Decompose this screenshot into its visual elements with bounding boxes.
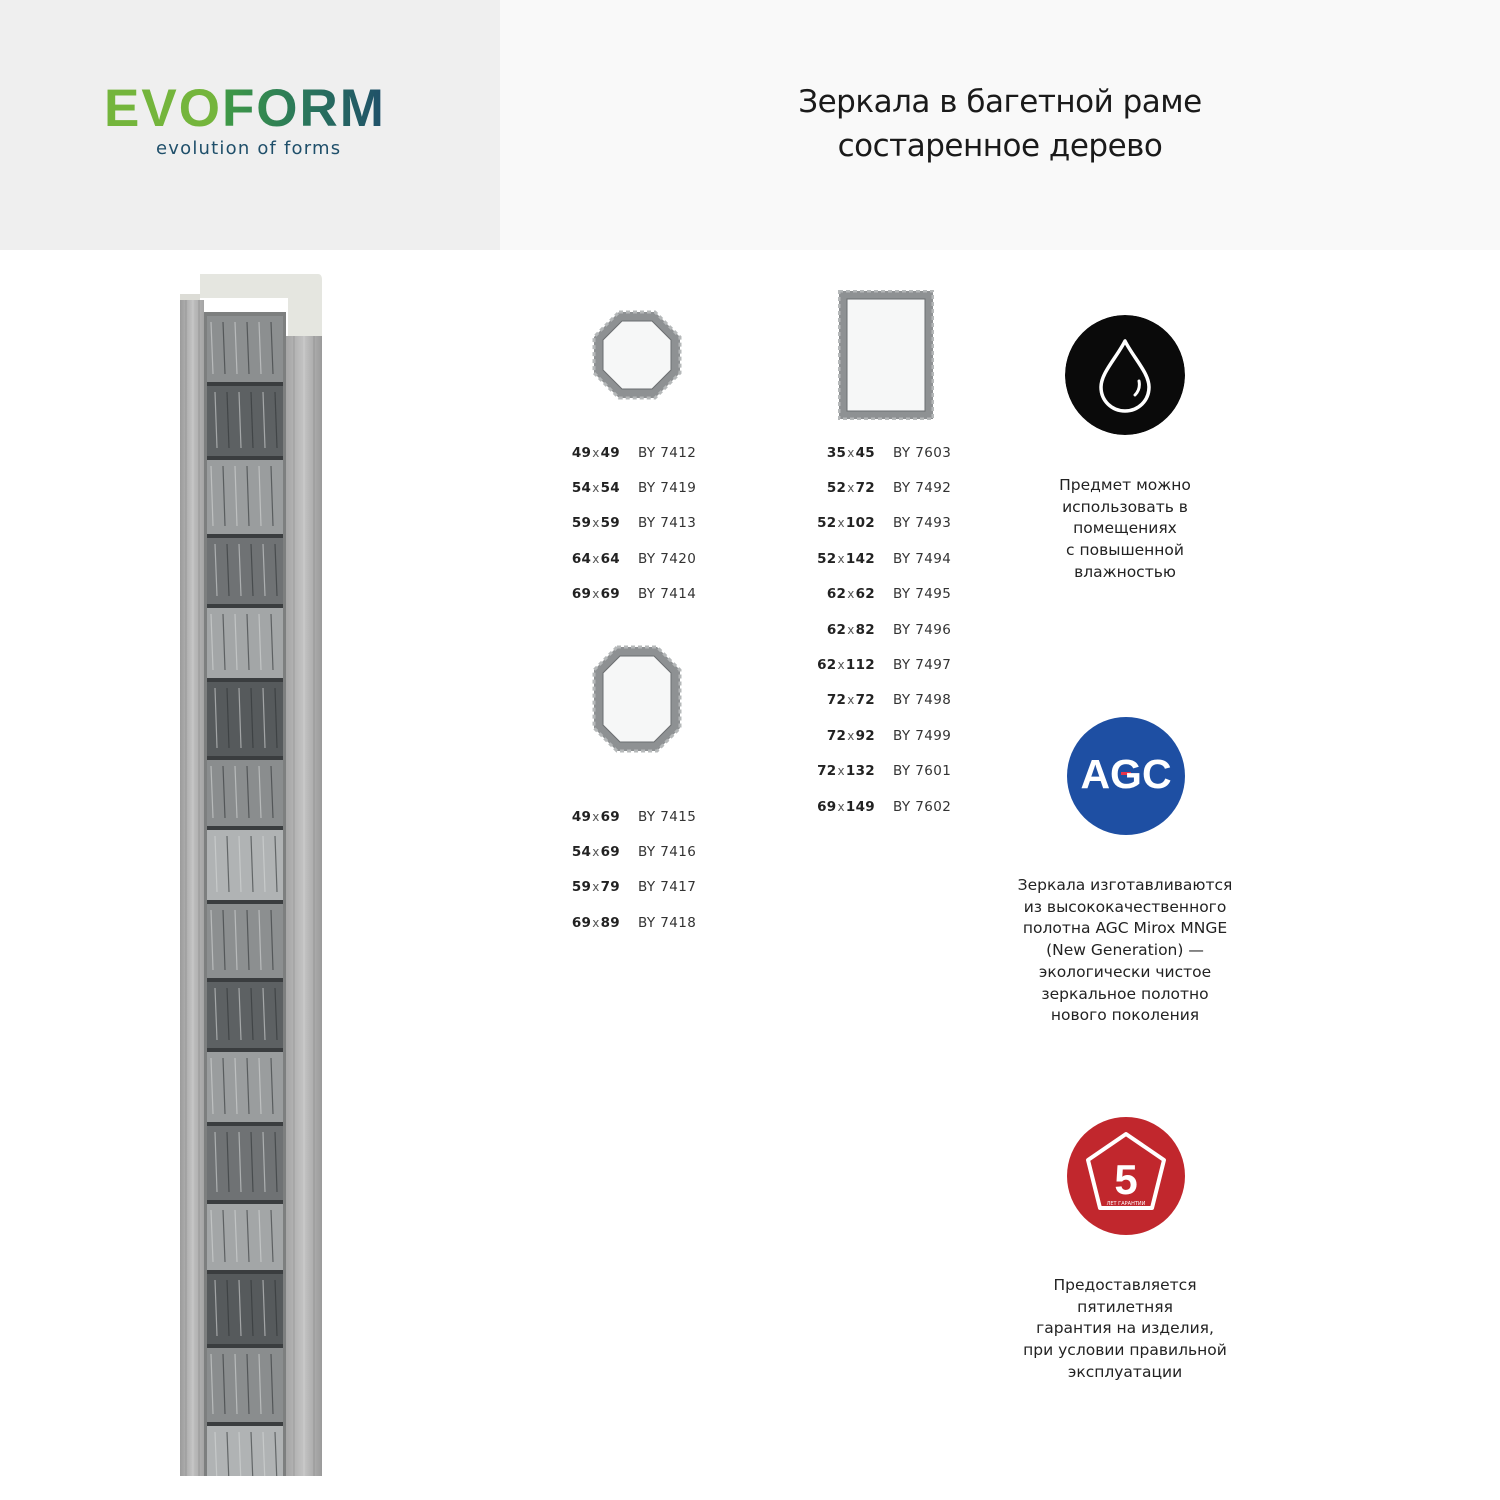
- block-separator: [207, 1344, 283, 1348]
- size-height: 142: [845, 550, 875, 567]
- size-dimensions: [811, 763, 875, 779]
- block-separator: [207, 456, 283, 460]
- size-separator: x: [847, 622, 855, 637]
- size-row: [811, 470, 951, 505]
- size-width: 69: [571, 914, 592, 931]
- size-separator: x: [837, 799, 845, 814]
- size-row: [811, 718, 951, 753]
- size-separator: x: [847, 693, 855, 708]
- agc-feature-text: [995, 875, 1255, 1027]
- product-code: BY 7492: [893, 480, 952, 497]
- warranty-feature-text: [995, 1275, 1255, 1384]
- product-code: BY 7493: [893, 515, 952, 532]
- block-separator: [207, 978, 283, 982]
- size-separator: x: [837, 764, 845, 779]
- product-code: BY 7497: [893, 657, 952, 674]
- size-row: [811, 754, 951, 789]
- product-code: BY 7416: [638, 844, 697, 861]
- product-code: BY 7415: [638, 808, 697, 825]
- block-separator: [207, 1048, 283, 1052]
- size-row: [556, 870, 696, 905]
- size-width: 72: [817, 763, 837, 780]
- size-width: 49: [571, 808, 592, 825]
- size-separator: x: [837, 516, 845, 531]
- size-width: 72: [826, 727, 847, 744]
- size-height: 112: [845, 657, 875, 674]
- size-height: 49: [600, 444, 620, 461]
- frame-block: [207, 830, 283, 900]
- size-height: 72: [855, 692, 875, 709]
- size-row: [811, 789, 951, 824]
- warranty-5-years-icon: [1066, 1116, 1186, 1236]
- size-height: 79: [600, 879, 620, 896]
- size-dimensions: [811, 657, 875, 673]
- size-row: [811, 541, 951, 576]
- elongated-octagon-mirror-thumbnail: [592, 645, 682, 753]
- frame-block: [207, 386, 283, 456]
- size-separator: x: [592, 481, 600, 496]
- frame-profile-image: [178, 272, 324, 1476]
- size-dimensions: [811, 515, 875, 531]
- octagon-mirror-thumbnail: [592, 310, 682, 400]
- block-separator: [207, 1200, 283, 1204]
- size-dimensions: [811, 445, 875, 461]
- block-separator: [207, 1270, 283, 1274]
- size-height: 69: [600, 808, 620, 825]
- size-row: [556, 541, 696, 576]
- frame-block: [207, 1426, 283, 1476]
- size-dimensions: [556, 515, 620, 531]
- size-row: [556, 506, 696, 541]
- size-row: [811, 506, 951, 541]
- size-dimensions: [556, 480, 620, 496]
- size-row: [811, 577, 951, 612]
- size-width: 54: [571, 480, 592, 497]
- size-height: 54: [600, 480, 620, 497]
- size-row: [556, 834, 696, 869]
- size-dimensions: [811, 551, 875, 567]
- octagon-size-list: [556, 435, 696, 612]
- title-line-2: состаренное дерево: [837, 128, 1163, 164]
- size-dimensions: [811, 622, 875, 638]
- frame-block: [207, 982, 283, 1048]
- size-width: 69: [571, 586, 592, 603]
- feature-text-line: влажностью: [1074, 562, 1176, 581]
- product-code: BY 7418: [638, 914, 697, 931]
- product-code: BY 7601: [893, 763, 952, 780]
- size-width: 62: [817, 657, 837, 674]
- frame-block: [207, 1126, 283, 1200]
- feature-text-line: зеркальное полотно: [1041, 984, 1209, 1003]
- brand-tagline: evolution of forms: [156, 138, 342, 159]
- rectangle-size-list: [811, 435, 951, 824]
- size-height: 62: [855, 586, 875, 603]
- size-height: 45: [855, 444, 875, 461]
- block-separator: [207, 382, 283, 386]
- feature-text-line: полотна AGC Mirox MNGE: [1022, 919, 1228, 938]
- size-separator: x: [837, 551, 845, 566]
- rectangular-mirror-thumbnail: [838, 290, 934, 420]
- block-separator: [207, 1422, 283, 1426]
- feature-text-line: нового поколения: [1050, 1006, 1200, 1025]
- feature-text-line: эксплуатации: [1067, 1362, 1183, 1381]
- page-title: [500, 80, 1500, 168]
- size-separator: x: [592, 915, 600, 930]
- size-separator: x: [592, 845, 600, 860]
- product-code: BY 7602: [893, 798, 952, 815]
- brand-name-part1: EVO: [104, 79, 222, 138]
- size-dimensions: [556, 844, 620, 860]
- size-height: 92: [855, 727, 875, 744]
- size-width: 72: [826, 692, 847, 709]
- product-code: BY 7496: [893, 621, 952, 638]
- product-code: BY 7414: [638, 586, 697, 603]
- size-separator: x: [592, 516, 600, 531]
- product-code: BY 7412: [638, 444, 697, 461]
- product-code: BY 7603: [893, 444, 952, 461]
- size-height: 149: [845, 798, 875, 815]
- feature-text-line: экологически чистое: [1038, 962, 1212, 981]
- size-height: 72: [855, 480, 875, 497]
- size-dimensions: [811, 586, 875, 602]
- size-height: 69: [600, 844, 620, 861]
- size-height: 64: [600, 550, 620, 567]
- product-code: BY 7420: [638, 550, 697, 567]
- size-dimensions: [556, 586, 620, 602]
- size-separator: x: [847, 728, 855, 743]
- frame-block: [207, 682, 283, 756]
- feature-text-line: Зеркала изготавливаются: [1017, 876, 1233, 894]
- size-height: 89: [600, 914, 620, 931]
- size-width: 52: [817, 550, 837, 567]
- feature-text-line: помещениях: [1073, 519, 1177, 538]
- size-width: 62: [826, 586, 847, 603]
- block-separator: [207, 900, 283, 904]
- product-code: BY 7495: [893, 586, 952, 603]
- size-separator: x: [592, 880, 600, 895]
- size-row: [556, 905, 696, 940]
- size-height: 102: [845, 515, 875, 532]
- feature-text-line: из высококачественного: [1023, 897, 1227, 916]
- size-width: 52: [817, 515, 837, 532]
- product-code: BY 7498: [893, 692, 952, 709]
- size-row: [811, 612, 951, 647]
- feature-text-line: (New Generation) —: [1046, 941, 1204, 960]
- size-height: 69: [600, 586, 620, 603]
- size-separator: x: [592, 809, 600, 824]
- size-row: [556, 799, 696, 834]
- feature-text-line: Предмет можно: [1059, 476, 1191, 494]
- size-height: 82: [855, 621, 875, 638]
- product-code: BY 7419: [638, 480, 697, 497]
- size-width: 52: [826, 480, 847, 497]
- size-width: 62: [826, 621, 847, 638]
- size-row: [811, 435, 951, 470]
- size-width: 54: [571, 844, 592, 861]
- size-width: 35: [826, 444, 847, 461]
- brand-name-part2: FORM: [221, 79, 386, 138]
- size-width: 69: [817, 798, 837, 815]
- feature-text-line: пятилетняя: [1077, 1297, 1173, 1316]
- warranty-number: 5: [1114, 1156, 1138, 1203]
- water-drop-icon: [1065, 315, 1185, 435]
- size-dimensions: [556, 809, 620, 825]
- size-separator: x: [592, 587, 600, 602]
- moisture-feature-text: [995, 475, 1255, 584]
- size-width: 49: [571, 444, 592, 461]
- brand-logo: [104, 78, 386, 140]
- block-separator: [207, 604, 283, 608]
- size-row: [811, 647, 951, 682]
- size-dimensions: [556, 879, 620, 895]
- block-separator: [207, 756, 283, 760]
- size-separator: x: [847, 445, 855, 460]
- product-code: BY 7417: [638, 879, 697, 896]
- size-dimensions: [811, 480, 875, 496]
- size-row: [556, 577, 696, 612]
- size-dimensions: [811, 799, 875, 815]
- size-separator: x: [592, 551, 600, 566]
- elongated-octagon-size-list: [556, 799, 696, 941]
- block-separator: [207, 534, 283, 538]
- product-code: BY 7413: [638, 515, 697, 532]
- feature-text-line: с повышенной: [1066, 541, 1184, 560]
- size-row: [556, 470, 696, 505]
- size-dimensions: [811, 692, 875, 708]
- size-width: 59: [571, 515, 592, 532]
- feature-text-line: использовать в: [1062, 497, 1188, 516]
- warranty-caption: ЛЕТ ГАРАНТИИ: [1106, 1201, 1146, 1207]
- size-separator: x: [847, 481, 855, 496]
- size-height: 132: [845, 763, 875, 780]
- size-dimensions: [556, 445, 620, 461]
- agc-logo-text: AGC: [1080, 751, 1172, 797]
- feature-text-line: при условии правильной: [1023, 1341, 1227, 1360]
- size-separator: x: [847, 587, 855, 602]
- block-separator: [207, 1122, 283, 1126]
- product-code: BY 7499: [893, 727, 952, 744]
- feature-text-line: Предоставляется: [1053, 1276, 1197, 1294]
- block-separator: [207, 678, 283, 682]
- feature-text-line: гарантия на изделия,: [1036, 1319, 1214, 1338]
- frame-block: [207, 538, 283, 604]
- product-code: BY 7494: [893, 550, 952, 567]
- frame-block: [207, 1274, 283, 1344]
- block-separator: [207, 826, 283, 830]
- size-width: 59: [571, 879, 592, 896]
- size-row: [811, 683, 951, 718]
- size-dimensions: [556, 915, 620, 931]
- size-dimensions: [811, 728, 875, 744]
- logo-panel: [0, 0, 500, 250]
- size-width: 64: [571, 550, 592, 567]
- size-row: [556, 435, 696, 470]
- size-separator: x: [592, 445, 600, 460]
- size-height: 59: [600, 515, 620, 532]
- title-line-1: Зеркала в багетной раме: [798, 84, 1202, 120]
- size-dimensions: [556, 551, 620, 567]
- size-separator: x: [837, 658, 845, 673]
